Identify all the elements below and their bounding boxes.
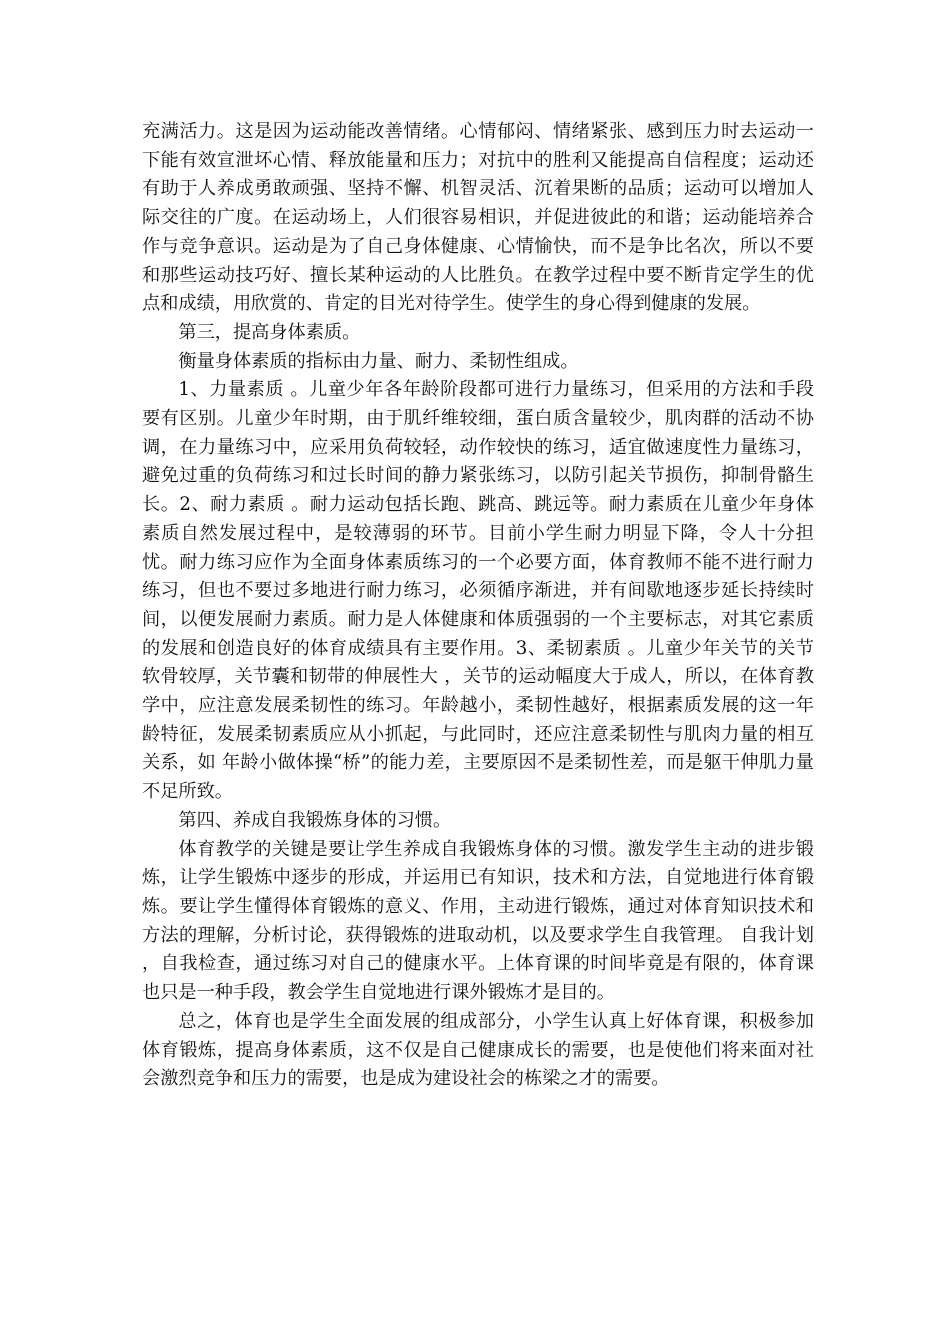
paragraph-continuation: 充满活力。这是因为运动能改善情绪。心情郁闷、情绪紧张、感到压力时去运动一下能有效宣泄坏心情、释放能量和压力；对抗中的胜利又能提高自信程度；运动还有助于人养成勇敢顽强、坚持不懈、机智灵活、沉着果断的品质；运动可以增加人际交往的广度。在运动场上，人们很容易相识，并促进彼此的和谐；运动能培养合作与竞争意识。运动是为了自己身体健康、心情愉快，而不是争比名次，所以不要和那些运动技巧好、擅长某种运动的人比胜负。在教学过程中要不断肯定学生的优点和成绩，用欣赏的、肯定的目光对待学生。使学生的身心得到健康的发展。 [142,121,814,315]
section-heading-third: 第三，提高身体素质。 [178,321,361,343]
paragraph-self-exercise: 体育教学的关键是要让学生养成自我锻炼身体的习惯。激发学生主动的进步锻炼，让学生锻炼中逐步的形成，并运用已有知识，技术和方法，自觉地进行体育锻炼。要让学生懂得体育锻炼的意义、作用，主动进行锻炼，通过对体育知识技术和方法的理解，分析讨论，获得锻炼的进取动机，以及要求学生自我管理。 自我计划 ，自我检查，通过练习对自己的健康水平。上体育课的时间毕竟是有限的，体育课也只是一种手段，教会学生自觉地进行课外锻炼才是目的。 [142,838,814,1004]
document-page [142,118,814,1094]
paragraph-fitness-details: 1、力量素质 。儿童少年各年龄阶段都可进行力量练习，但采用的方法和手段要有区别。儿童少年时期，由于肌纤维较细，蛋白质含量较少，肌肉群的活动不协调，在力量练习中，应采用负荷较轻，动作较快的练习，适宜做速度性力量练习，避免过重的负荷练习和过长时间的静力紧张练习，以防引起关节损伤，抑制骨骼生长。2、耐力素质 。耐力运动包括长跑、跳高、跳远等。耐力素质在儿童少年身体素质自然发展过程中，是较薄弱的环节。目前小学生耐力明显下降，令人十分担忧。耐力练习应作为全面身体素质练习的一个必要方面，体育教师不能不进行耐力练习，但也不要过多地进行耐力练习，必须循序渐进，并有间歇地逐步延长持续时间，以便发展耐力素质。耐力是人体健康和体质强弱的一个主要标志，对其它素质的发展和创造良好的体育成绩具有主要作用。3、柔韧素质 。儿童少年关节的关节软骨较厚，关节囊和韧带的伸展性大 ，关节的运动幅度大于成人，所以，在体育教学中，应注意发展柔韧性的练习。年龄越小，柔韧性越好，根据素质发展的这一年龄特征，发展柔韧素质应从小抓起，与此同时，还应注意柔韧性与肌肉力量的相互关系，如 年龄小做体操“桥”的能力差，主要原因不是柔韧性差，而是躯干伸肌力量不足所致。 [142,379,814,803]
section-heading-fourth: 第四、养成自我锻炼身体的习惯。 [178,809,452,831]
paragraph-conclusion: 总之，体育也是学生全面发展的组成部分，小学生认真上好体育课，积极参加体育锻炼，提高身体素质，这不仅是自己健康成长的需要，也是使他们将来面对社会激烈竞争和压力的需要，也是成为建设社会的栋梁之才的需要。 [142,1010,814,1090]
paragraph-fitness-intro: 衡量身体素质的指标由力量、耐力、柔韧性组成。 [178,350,579,372]
